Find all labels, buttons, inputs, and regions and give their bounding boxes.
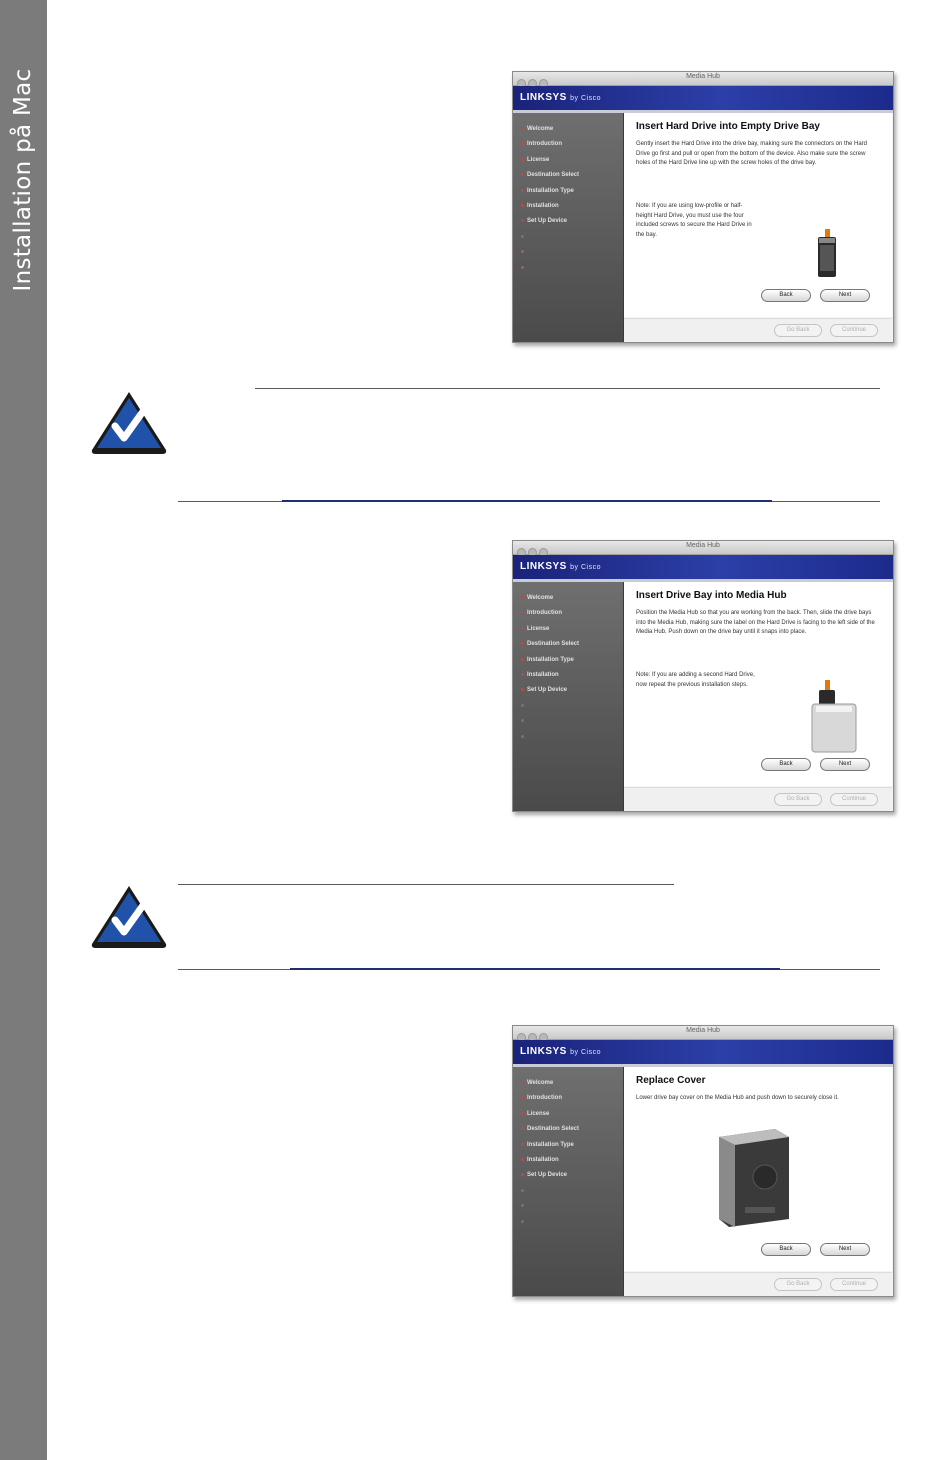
checkmark-note-icon — [88, 882, 170, 950]
go-back-button[interactable]: Go Back — [774, 324, 822, 337]
installer-screenshot-2 — [512, 540, 894, 812]
note-bottom-rule — [772, 501, 880, 502]
brand-logo: LINKSYS by Cisco — [520, 561, 601, 572]
hard-drive-image — [804, 223, 854, 283]
step-installation: Installation — [527, 1156, 623, 1171]
panel-note: Note: If you are adding a second Hard Drive, now repeat the previous installation steps. — [636, 672, 755, 688]
back-button[interactable]: Back — [761, 1243, 811, 1256]
brand-logo: LINKSYS by Cisco — [520, 92, 601, 103]
panel-title: Insert Hard Drive into Empty Drive Bay — [636, 121, 820, 132]
window-titlebar — [513, 541, 893, 555]
content-panel — [624, 113, 892, 317]
steps-sidebar — [513, 113, 624, 342]
panel-body: Gently insert the Hard Drive into the drive bay, making sure the connectors on the Hard Drive go first and pull or open from the bottom of the device. Also make sure the screw holes of the Hard Drive line up with the screw holes of the drive bay. — [636, 141, 868, 166]
footer-buttons — [624, 318, 892, 343]
window-titlebar — [513, 1026, 893, 1040]
brand-bar — [513, 555, 893, 579]
window-title: Media Hub — [686, 1027, 720, 1034]
next-button[interactable]: Next — [820, 758, 870, 771]
step-blank — [527, 717, 623, 732]
panel-note: Note: If you are using low-profile or half-height Hard Drive, you must use the four included screws to secure the Hard Drive in the bay. — [636, 203, 752, 238]
installer-screenshot-1 — [512, 71, 894, 343]
content-panel — [624, 1067, 892, 1271]
step-introduction: Introduction — [527, 609, 623, 624]
step-destination: Destination Select — [527, 640, 623, 655]
step-blank — [527, 233, 623, 248]
note-bottom-rule — [780, 969, 880, 970]
step-introduction: Introduction — [527, 1094, 623, 1109]
panel-body: Position the Media Hub so that you are working from the back. Then, slide the drive bays into the Media Hub, making sure the label on the Hard Drive is facing to the left side of the Media Hub. Push down on the drive bay until it snaps into place. — [636, 610, 875, 635]
next-button[interactable]: Next — [820, 1243, 870, 1256]
installer-screenshot-3 — [512, 1025, 894, 1297]
step-license: License — [527, 1110, 623, 1125]
media-hub-device-image — [709, 1123, 799, 1233]
back-button[interactable]: Back — [761, 289, 811, 302]
panel-title: Insert Drive Bay into Media Hub — [636, 590, 787, 601]
step-set-up-device: Set Up Device — [527, 686, 623, 701]
back-button[interactable]: Back — [761, 758, 811, 771]
step-welcome: Welcome — [527, 1079, 623, 1094]
step-blank — [527, 702, 623, 717]
note-top-rule — [255, 388, 880, 389]
next-button[interactable]: Next — [820, 289, 870, 302]
steps-sidebar — [513, 582, 624, 811]
step-blank — [527, 1202, 623, 1217]
note-bottom-rule — [178, 501, 282, 502]
step-blank — [527, 1218, 623, 1233]
step-blank — [527, 733, 623, 748]
step-installation: Installation — [527, 202, 623, 217]
window-titlebar — [513, 72, 893, 86]
panel-body: Lower drive bay cover on the Media Hub and push down to securely close it. — [636, 1095, 839, 1101]
step-welcome: Welcome — [527, 594, 623, 609]
step-destination: Destination Select — [527, 171, 623, 186]
content-panel — [624, 582, 892, 786]
go-back-button[interactable]: Go Back — [774, 1278, 822, 1291]
step-blank — [527, 248, 623, 263]
step-installation-type: Installation Type — [527, 656, 623, 671]
window-title: Media Hub — [686, 73, 720, 80]
checkmark-note-icon — [88, 388, 170, 456]
step-set-up-device: Set Up Device — [527, 1171, 623, 1186]
go-back-button[interactable]: Go Back — [774, 793, 822, 806]
continue-button[interactable]: Continue — [830, 324, 878, 337]
step-installation-type: Installation Type — [527, 1141, 623, 1156]
step-set-up-device: Set Up Device — [527, 217, 623, 232]
continue-button[interactable]: Continue — [830, 793, 878, 806]
window-title: Media Hub — [686, 542, 720, 549]
note-bottom-rule-blue — [282, 500, 772, 502]
brand-logo: LINKSYS by Cisco — [520, 1046, 601, 1057]
panel-title: Replace Cover — [636, 1075, 706, 1086]
note-top-rule — [178, 884, 674, 885]
step-blank — [527, 264, 623, 279]
continue-button[interactable]: Continue — [830, 1278, 878, 1291]
step-introduction: Introduction — [527, 140, 623, 155]
brand-bar — [513, 86, 893, 110]
step-destination: Destination Select — [527, 1125, 623, 1140]
step-license: License — [527, 156, 623, 171]
sidebar-label: Installation på Mac — [10, 68, 36, 292]
page-sidebar — [0, 0, 47, 1460]
step-license: License — [527, 625, 623, 640]
step-installation: Installation — [527, 671, 623, 686]
step-welcome: Welcome — [527, 125, 623, 140]
note-bottom-rule — [178, 969, 290, 970]
note-bottom-rule-blue — [290, 968, 780, 970]
step-installation-type: Installation Type — [527, 187, 623, 202]
brand-bar — [513, 1040, 893, 1064]
media-hub-with-bay-image — [794, 676, 864, 756]
footer-buttons — [624, 1272, 892, 1297]
steps-sidebar — [513, 1067, 624, 1296]
footer-buttons — [624, 787, 892, 812]
step-blank — [527, 1187, 623, 1202]
